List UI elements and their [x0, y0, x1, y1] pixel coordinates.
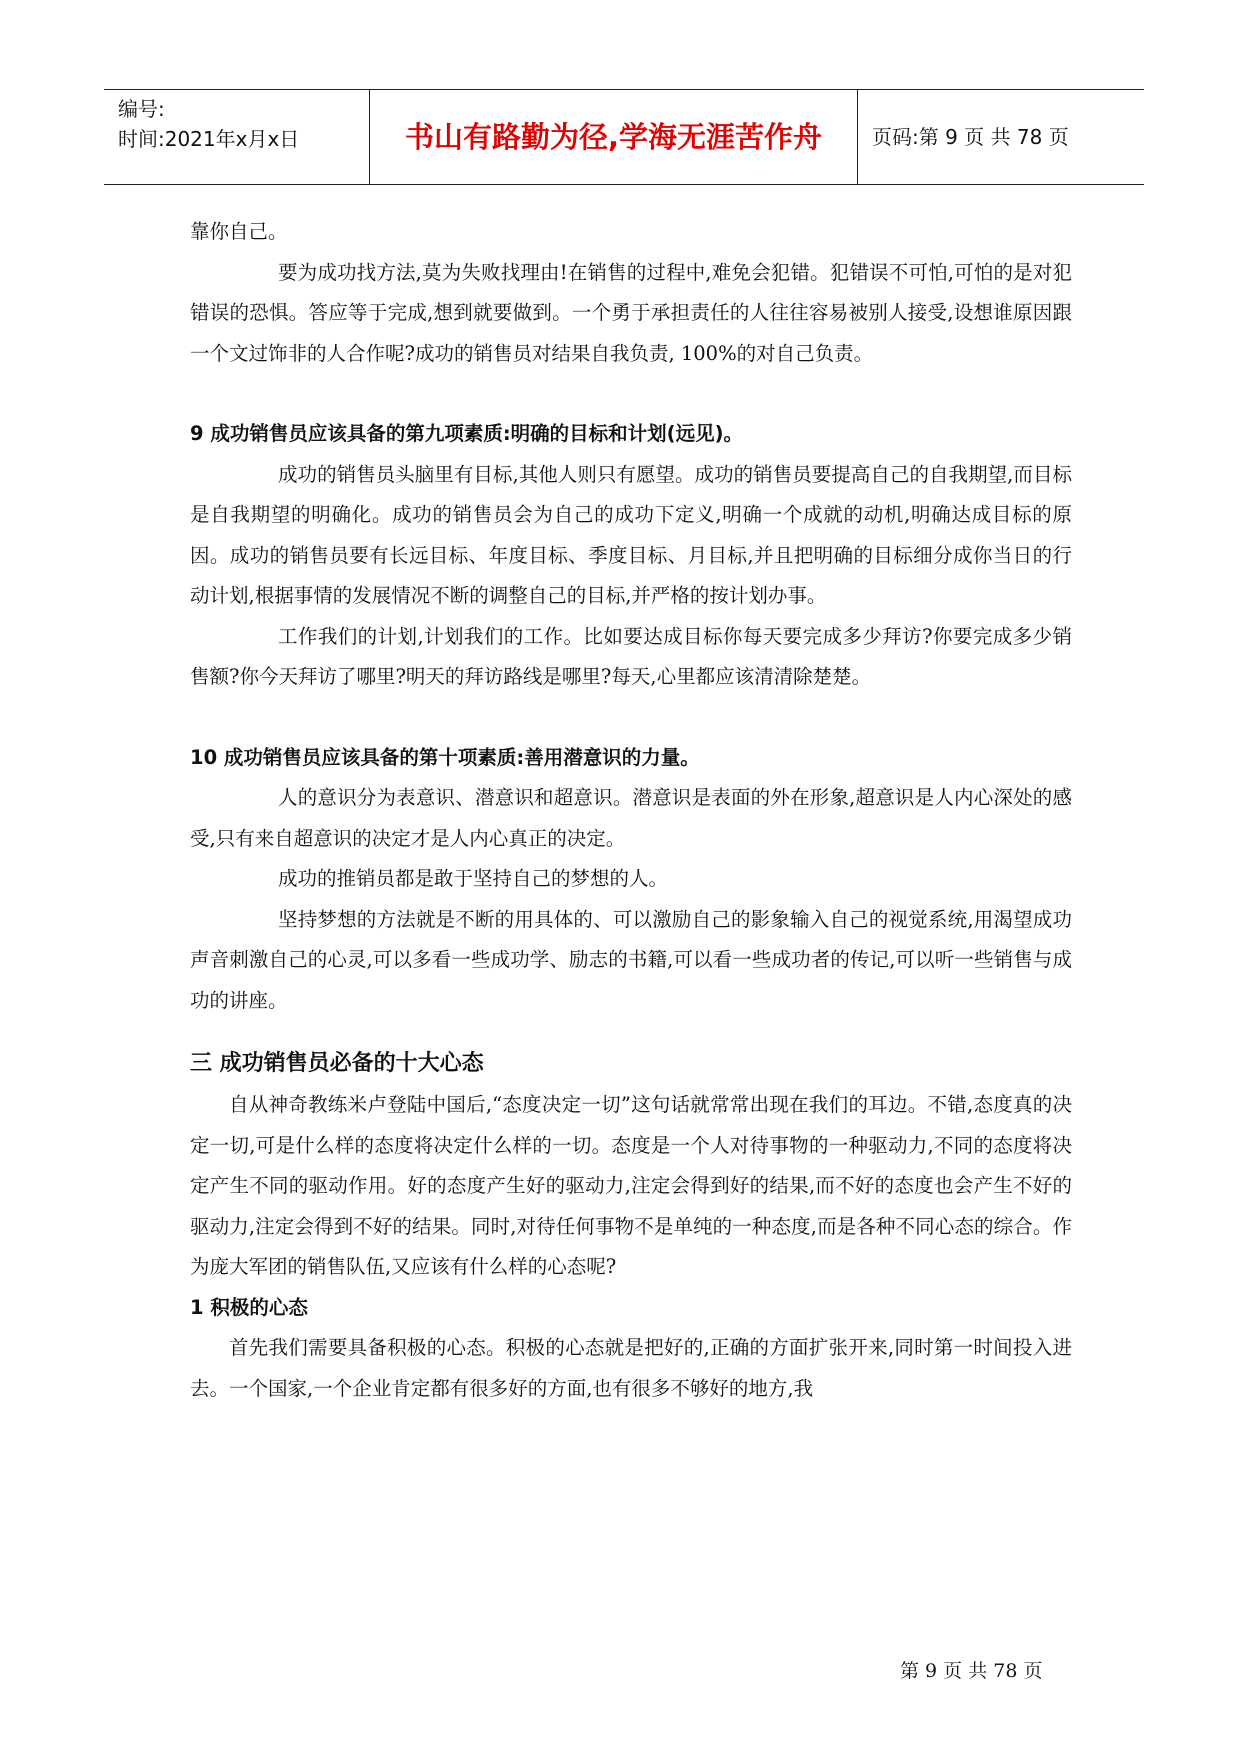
section-heading: 9 成功销售员应该具备的第九项素质:明确的目标和计划(远见)。: [190, 422, 743, 445]
page-header: [104, 89, 1144, 185]
section-heading: 10 成功销售员应该具备的第十项素质:善用潜意识的力量。: [190, 745, 700, 769]
header-page-info: 页码:第 9 页 共 78 页: [872, 125, 1069, 149]
document-number-label: 编号:: [118, 97, 165, 121]
header-meta: [118, 90, 368, 188]
subsection-heading: 1 积极的心态: [190, 1295, 308, 1319]
paragraph: 首先我们需要具备积极的心态。积极的心态就是把好的,正确的方面扩张开来,同时第一时间投入进去。一个国家,一个企业肯定都有很多好的方面,也有很多不够好的地方,我: [190, 1336, 1072, 1400]
paragraph: 成功的推销员都是敢于坚持自己的梦想的人。: [278, 867, 669, 890]
document-time-label: 时间:2021年x月x日: [118, 127, 300, 151]
paragraph: 坚持梦想的方法就是不断的用具体的、可以激励自己的影象输入自己的视觉系统,用渴望成功声音刺激自己的心灵,可以多看一些成功学、励志的书籍,可以看一些成功者的传记,可以听一些销售与成功的讲座。: [190, 907, 1072, 1012]
paragraph: 自从神奇教练米卢登陆中国后,“态度决定一切”这句话就常常出现在我们的耳边。不错,态度真的决定一切,可是什么样的态度将决定什么样的一切。态度是一个人对待事物的一种驱动力,不同的态度将决定产生不同的驱动作用。好的态度产生好的驱动力,注定会得到好的结果,而不好的态度也会产生不好的驱动力,注定会得到不好的结果。同时,对待任何事物不是单纯的一种态度,而是各种不同心态的综合。作为庞大军团的销售队伍,又应该有什么样的心态呢?: [190, 1093, 1072, 1278]
page-footer: 第 9 页 共 78 页: [900, 1660, 1043, 1682]
paragraph: 工作我们的计划,计划我们的工作。比如要达成目标你每天要完成多少拜访?你要完成多少销售额?你今天拜访了哪里?明天的拜访路线是哪里?每天,心里都应该清清除楚楚。: [190, 624, 1072, 688]
header-motto: 书山有路勤为径,学海无涯苦作舟: [404, 120, 823, 154]
document-body: [190, 212, 1072, 1409]
paragraph: 人的意识分为表意识、潜意识和超意识。潜意识是表面的外在形象,超意识是人内心深处的感受,只有来自超意识的决定才是人内心真正的决定。: [190, 786, 1072, 850]
chapter-heading: 三 成功销售员必备的十大心态: [190, 1051, 484, 1076]
paragraph: 靠你自己。: [190, 220, 288, 243]
paragraph: 成功的销售员头脑里有目标,其他人则只有愿望。成功的销售员要提高自己的自我期望,而目标是自我期望的明确化。成功的销售员会为自己的成功下定义,明确一个成就的动机,明确达成目标的原因。成功的销售员要有长远目标、年度目标、季度目标、月目标,并且把明确的目标细分成你当日的行动计划,根据事情的发展情况不断的调整自己的目标,并严格的按计划办事。: [190, 462, 1072, 607]
header-divider: [857, 90, 858, 184]
paragraph: 要为成功找方法,莫为失败找理由!在销售的过程中,难免会犯错。犯错误不可怕,可怕的是对犯错误的恐惧。答应等于完成,想到就要做到。一个勇于承担责任的人往往容易被别人接受,设想谁原因跟一个文过饰非的人合作呢?成功的销售员对结果自我负责, 100%的对自己负责。: [190, 260, 1072, 365]
